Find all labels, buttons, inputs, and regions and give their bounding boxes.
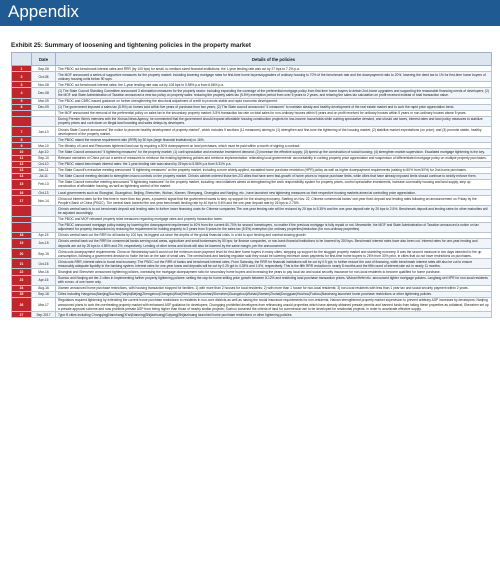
row-details: The State Council's executive meeting announced "8 tightening measures" on the property market, including a more widely-applied, escalated home purchase restriction (HPR) policy as well as higher downpayment requirements (raising to 60% from 50%) for 2nd-home purchases.	[56, 167, 492, 173]
row-date: Mar-16	[32, 269, 56, 275]
row-date	[32, 222, 56, 232]
row-details: The MOF announced a series of supportive measures for the property market: including lowering mortgage rates for first-time home buyers/upgraders of ordinary housing to 70% of the benchmark rate and the downpayment ratio to 20%; lowering the deed tax to 1% for first-time home buyers of ordinary housing units below 90 sqm.	[56, 72, 492, 82]
row-number: 22	[12, 269, 32, 275]
row-date: Nov-08	[32, 82, 56, 88]
row-details: China cuts RRR, interest rates to boost real economy: The PBOC cut the RRR of banks and benchmark interest rates. From Saturday, the RRR for financial institutions will be cut by 0.5 ppt, to further reduce the cost of financing, while benchmark interest rates will also be cut to ensure reasonably adequate liquidity in the banking system. Interest rates for one-year loans and deposits will be cut by 0.25 ppt to 4.35% and 1.5%, respectively. This is the fifth RRR reduction in nearly 8 months and the fifth round of interest rate cut in nearly 11 months.	[56, 259, 492, 269]
column-header-number	[12, 53, 32, 66]
row-number: 26	[12, 297, 32, 311]
table-row	[12, 259, 492, 269]
row-details: China's central bank cut the RRR for commercial banks serving rural areas, agriculture and small businesses by 50 bps; for finance companies, or non-bank financial institutions to be lowered by 300 bps. Benchmark interest rates have also been cut. Interest rates for one-year lending and deposits are cut by 25 bps to 4.85% and 2%, respectively. Lending of other terms and kinds will also be lowered by the same margin, per the announcement.	[56, 238, 492, 248]
row-number: 13	[12, 167, 32, 173]
row-date: Mar-09	[32, 98, 56, 104]
row-details: China's State Council announced "the notice to promote healthy development of property market", which includes 5 sections (11 measures) aiming to (1) strengthen and fine-tune the tightening of the housing market; (2) stabilize market expectations (on price); and (3) promote stable, healthy development of the property market.	[56, 127, 492, 137]
row-details: Xiamen announced home purchase restrictions, with housing transaction stopped for families: 1) with more than 2 houses for local residents; 2) with more than 1 house for non-local residents; 3) non-local residents with less than 1 year tax and social security payment within 2 years.	[56, 285, 492, 291]
row-number	[12, 116, 32, 126]
row-details: Regulators required tightening by extending the current home purchase restrictions to residents in non-core districts as well as raising the social insurance requirements for non-residents; Hainan strengthened property market supervision to prevent arbitrary ASP increases by developers; Nanjing announced plans to curb the overheating property market with enhanced ASP guidance for developers; Chongqing prohibited developers from refinancing unsold properties which have already obtained presale permits and banned funds from taking these properties as collateral; Shenzhen set up a presale approval scheme and now prohibits presale ASP from being higher than those of nearby similar projects; Suzhou loosened the criteria of land for commercial use to be developed for residential projects, in order to accelerate effective supply.	[56, 297, 492, 311]
row-details: The PBOC and MOF released property relax measures regarding mortgage rates and property transaction taxes.	[56, 216, 492, 222]
table-row	[12, 249, 492, 259]
table-row	[12, 222, 492, 232]
row-number: 2	[12, 72, 32, 82]
row-details: Shanghai and Shenzhen announced tightening policies, increasing the mortgage downpayment ratio for secondary home buyers and increasing the years to pay local tax and social security insurance for non-local residents to become qualified for home purchase.	[56, 269, 492, 275]
row-number: 14	[12, 173, 32, 179]
row-date	[32, 206, 56, 216]
row-date: Sep-15	[32, 249, 56, 259]
table-row	[12, 275, 492, 285]
row-details: (1) The State Council Standing Committee announced 3 stimulation measures for the property sector: including expanding the coverage of the preferential mortgage policy from first-time home buyers to detain 2nd-home upgraders and supporting the reasonable financing needs of developers; (2) the MOF and State Administration of Taxation announced a new tax policy on property sales: reducing the property sales tax (5.5%) exemption period from over 5 years to 2 years, and relaxing the sales tax calculation on profit received instead of total transaction value.	[56, 88, 492, 98]
row-details: The PBOC and CBRC issued guidance on further strengthening the structural adjustment of credit to promote stable and rapid economic development.	[56, 98, 492, 104]
row-details: China's central bank cut the RRR for all banks by 100 bps, its biggest cut since the depths of the global financial crisis, in a bid to spur lending and combat slowing growth.	[56, 232, 492, 238]
row-details: Suzhou and Nanjing set tier-2 cities in implementing further property tightening policies: setting the cap for home selling price growth between 8-12% and restricting land purchase transaction prices. Wuhan/Hefei etc. announced tighter mortgage policies. Langfang set HPR for non-local residents with a max. of one home only.	[56, 275, 492, 285]
row-number: 19	[12, 238, 32, 248]
row-date: Apr-10	[32, 149, 56, 155]
row-date: Dec-08	[32, 88, 56, 98]
row-date: Jan-10	[32, 127, 56, 137]
row-details: Type B cities including Chongqing|Nanchang|Xi'an|Nanning|Shijiazhuang|Guiyang|Shijiazhuang launched home purchase restrictions or other tightening policies.	[56, 312, 492, 318]
appendix-header-bar	[0, 0, 500, 26]
row-number: 20	[12, 249, 32, 259]
row-date: Jan-11	[32, 167, 56, 173]
policy-table	[11, 52, 492, 318]
row-number: 7	[12, 127, 32, 137]
row-number	[12, 222, 32, 232]
exhibit-title: Exhibit 25: Summary of loosening and tightening policies in the property market	[11, 42, 252, 49]
row-date: Sep-16	[32, 291, 56, 297]
table-header-row	[12, 53, 492, 66]
row-date: Oct-13	[32, 190, 56, 196]
row-date: Oct-10	[32, 161, 56, 167]
row-date: Jun-15	[32, 238, 56, 248]
row-number: 18	[12, 232, 32, 238]
row-date: Oct-08	[32, 72, 56, 82]
row-number: 5	[12, 98, 32, 104]
row-details: Local governments such as Shanghai, Guangzhou, Beijing, Shenzhen, Wuhan, Xiamen, Shenyang, Changsha and Nanjing, etc., have launched new tightening measures on their respective housing markets aimed at controlling price appreciation.	[56, 190, 492, 196]
row-date: Sep-10	[32, 155, 56, 161]
row-number: 11	[12, 155, 32, 161]
row-number: 6	[12, 104, 32, 110]
row-number: 15	[12, 179, 32, 189]
row-date: Nov-14	[32, 196, 56, 206]
row-date: Aug-16	[32, 285, 56, 291]
row-details: During Premier Wen's interview with the Xinhua News Agency, he commented that the government should expand affordable housing construction projects for low-income households while curbing speculative demand, and should use taxes, interest rates and land policy measures to stabilize property prices and curb down on illegal land hoarding and sales delays by developers.	[56, 116, 492, 126]
row-number: 27	[12, 312, 32, 318]
row-details: The PBOC cut benchmark interest rates and RRR (by 100 bps) for small- to medium-sized financial institutions: the 1-year lending rate was cut by 27 bps to 7.2% p.a.	[56, 66, 492, 72]
table-row	[12, 297, 492, 311]
column-header-details: Details of the policies	[56, 53, 492, 66]
row-date: Dec-09	[32, 104, 56, 110]
table-row	[12, 127, 492, 137]
table-row	[12, 116, 492, 126]
row-details: The State Council announced "4 tightening measures" for the property market: (1) curb speculation and excessive investment demand; (2) increase the effective supply; (3) speed up the construction of social housing; (4) strengthen market supervision. Escalated mortgage tightening is the key.	[56, 149, 492, 155]
row-number: 9	[12, 143, 32, 149]
row-details: The PBOC announced mortgage policy easing by lowering the downpayment requirement to 40% from the current 60-70% for second homebuyers, no matter if the previous mortgage is fully repaid or not. Meanwhile, the MOF and State Administration of Taxation announced a notice on tax adjustment for property transactions by reducing the requirement for holding property to 2 years from 5 years for the sales tax (5.5%) exemption (for ordinary properties)/reduction (for non-ordinary properties).	[56, 222, 492, 232]
row-details: The Ministry of Land and Resources tightened land use by requiring a 50% downpayment on land purchases, which must be paid within a month of signing a contract.	[56, 143, 492, 149]
table-row	[12, 312, 492, 318]
row-number: 4	[12, 88, 32, 98]
row-number: 21	[12, 259, 32, 269]
row-date: Jul-11	[32, 173, 56, 179]
row-details: China's central bank is to cut benchmark deposit and lending rates to further lower financing costs for Chinese companies.The one-year lending rate will be reduced by 25 bps to 5.35% and the one-year deposit rate by 25 bps to 2.5%. Benchmark deposit and lending rates for other maturities will be adjusted accordingly.	[56, 206, 492, 216]
row-date: Mar-10	[32, 143, 56, 149]
row-details: The PBOC raised benchmark interest rates: the 1-year lending rate was raised by 25 bps to 5.56% p.a from 5.31% p.a.	[56, 161, 492, 167]
row-number: 17	[12, 196, 32, 206]
table-row	[12, 206, 492, 216]
row-details: The State Council executive meeting announced "5 tightening measures" for the property market, including: new initiatives aimed at strengthening the work responsibility system for property prices, control speculative investments, increase commodity housing and land supply, step up construction of affordable housing, as well as tightening control of the market.	[56, 179, 492, 189]
row-details: The State Council meeting decided to strengthen macro controls on the property market. China's cabinet ordered those tier-2/3 cities that have seen fast-growth of home prices to impose purchase limits, while cities that have already imposed limits should continue to strictly enforce them.	[56, 173, 492, 179]
row-number: 24	[12, 285, 32, 291]
row-date: Oct-15	[32, 259, 56, 269]
row-number: 23	[12, 275, 32, 285]
row-date	[32, 116, 56, 126]
row-date: Feb-13	[32, 179, 56, 189]
row-number	[12, 206, 32, 216]
row-number: 8	[12, 137, 32, 143]
row-details: The PBOC cut benchmark interest rates: the 1-year lending rate was cut by 108 bps to 5.58% p.a from 6.66% p.a.	[56, 82, 492, 88]
row-details: Cities including Hangzhou|Nanjing|Suzhou|Tianjin|Beijing|Zhengzhou|Chengdu|Wuxi|Hefei|Jinan|Kunshan|Shenzhen|Guangzhou|Wuhan|Xiamen|Zhuhai|Dongguan|Huizhou|Fuzhou|Nanchang launched home purchase restrictions or other tightening policies.	[56, 291, 492, 297]
column-header-date: Date	[32, 53, 56, 66]
row-date: Apr-16	[32, 275, 56, 285]
table-row	[12, 72, 492, 82]
row-number: 16	[12, 190, 32, 196]
table-row	[12, 238, 492, 248]
row-date: Sep 2017	[32, 312, 56, 318]
row-date: Sep-08	[32, 66, 56, 72]
policy-table-body	[12, 66, 492, 318]
row-number: 1	[12, 66, 32, 72]
row-number: 12	[12, 161, 32, 167]
page-title: Appendix	[8, 2, 79, 21]
row-details: Relevant ministries of China put out a series of measures to reinforce the existing tightening policies and reinforce implementation: reiterating local governments' accountability in curbing property price appreciation and suspension of differentiated mortgage policy on multiple property purchases.	[56, 155, 492, 161]
table-row	[12, 196, 492, 206]
row-number: 10	[12, 149, 32, 155]
table-row	[12, 179, 492, 189]
row-details: The PBOC raised the reserve requirement ratio (RRR) by 50 bps (large financial institutions) to 16%.	[56, 137, 492, 143]
table-row	[12, 88, 492, 98]
row-date: Mar-17	[32, 297, 56, 311]
row-date: Apr-15	[32, 232, 56, 238]
row-details: China cut interest rates for the first time in more than two years, a powerful signal that the government wants to step up support for the slowing economy. Starting on Nov. 22, Chinese commercial banks' one-year fixed deposit and lending rates following an announcement on Friday by the People's Bank of China (PBOC). The central bank lowered the one-year benchmark lending rate by 40 bps to 5.6% and the one-year deposit rate by 25 bps to 2.75%.	[56, 196, 492, 206]
row-number: 3	[12, 82, 32, 88]
row-details: China cuts downpayment requirements: China on Wednesday said it would cut the minimum down payment level for first-time home buyers in many cities, stepping up support for the sluggish property market and stumbling economy. It was the second measure in two days intended to fire up consumption, following a government decision to halve the tax on the sale of small cars. The central bank and banking regulator said they would be lowering minimum down payments for first-time home buyers to 25% from 30% prior, in cities that do not have restrictions on purchases.	[56, 249, 492, 259]
row-number: 25	[12, 291, 32, 297]
row-details: (1) The government imposed a sales tax (5.5%) on homes sold within five years of purchase from two years; (2) The State council announced "4 measures" to maintain steady and healthy development of the real estate market and to curb the rapid price appreciation trend.	[56, 104, 492, 110]
row-details: The MOF announced the removal of the preferential policy on sales tax in the secondary property market: 5.5% transaction tax rate on total sales for non-ordinary houses within 5 years and on profit received for ordinary houses within 5 years or non-ordinary houses above 5 years.	[56, 110, 492, 116]
